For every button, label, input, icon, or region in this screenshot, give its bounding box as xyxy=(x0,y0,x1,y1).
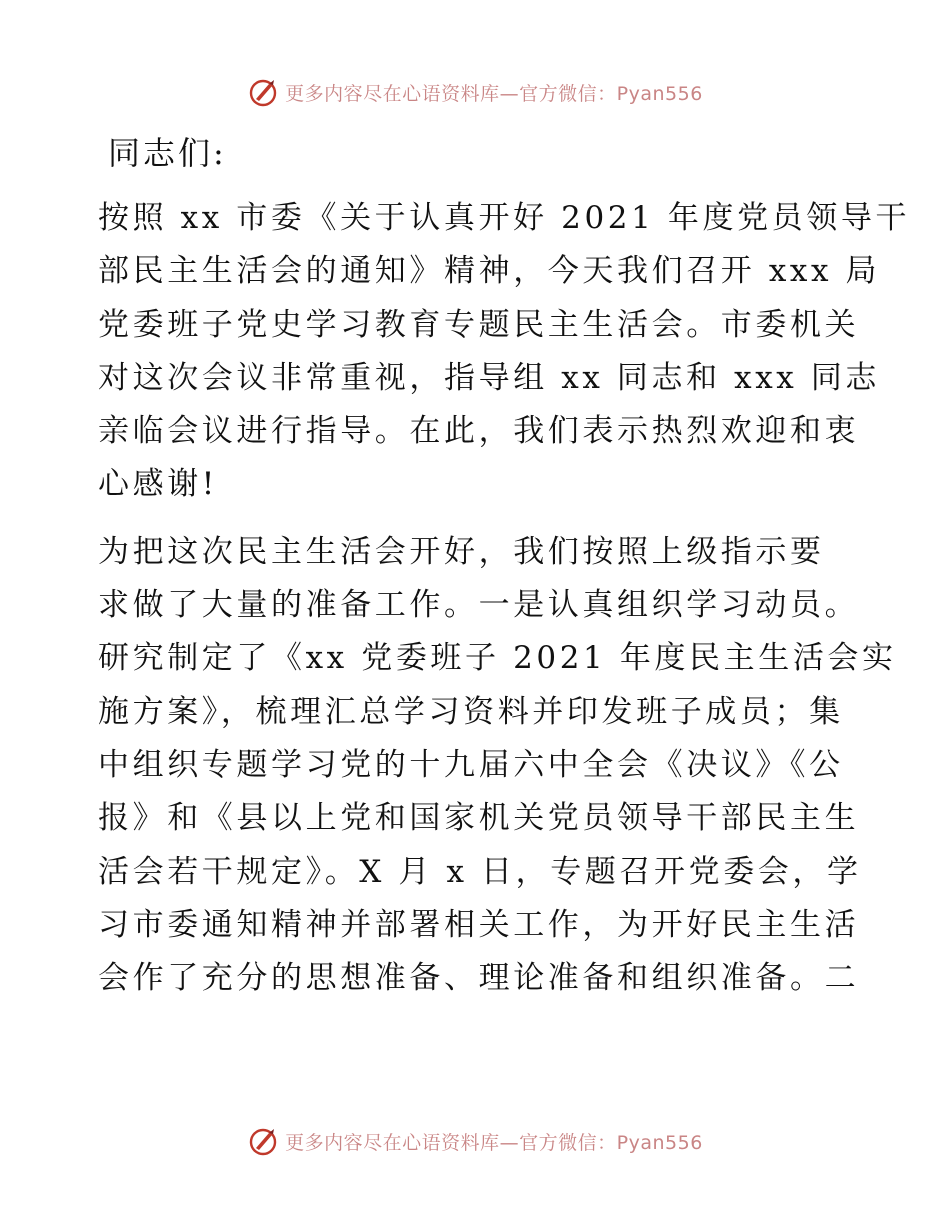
paragraph-line: 按照 xx 市委《关于认真开好 2021 年度党员领导干 xyxy=(98,200,911,236)
paragraph-line: 党委班子党史学习教育专题民主生活会。市委机关 xyxy=(98,306,860,343)
paragraph-line: 施方案》，梳理汇总学习资料并印发班子成员；集 xyxy=(98,693,844,730)
paragraph-line: 亲临会议进行指导。在此，我们表示热烈欢迎和衷 xyxy=(98,413,860,450)
paragraph-line: 中组织专题学习党的十九届六中全会《决议》《公 xyxy=(98,746,844,783)
paragraph-line: 会作了充分的思想准备、理论准备和组织准备。二 xyxy=(98,960,860,997)
quill-circle-icon xyxy=(247,1125,279,1157)
watermark-header xyxy=(0,72,950,112)
paragraph-line: 为把这次民主生活会开好，我们按照上级指示要 xyxy=(98,533,825,570)
document-body xyxy=(98,120,911,1019)
watermark-text: 更多内容尽在心语资料库—官方微信：Pyan556 xyxy=(285,82,703,105)
paragraph-line: 活会若干规定》。X 月 x 日，专题召开党委会，学 xyxy=(98,853,862,890)
paragraph-line: 求做了大量的准备工作。一是认真组织学习动员。 xyxy=(98,587,860,624)
paragraph-2 xyxy=(98,526,897,1006)
watermark-footer xyxy=(0,1121,950,1161)
paragraph-line: 报》和《县以上党和国家机关党员领导干部民主生 xyxy=(98,800,860,837)
greeting: 同志们: xyxy=(108,134,227,172)
paragraph-line: 部民主生活会的通知》精神，今天我们召开 xxx 局 xyxy=(98,253,881,290)
quill-circle-icon xyxy=(247,76,279,108)
paragraph-1 xyxy=(98,192,911,512)
paragraph-line: 研究制定了《xx 党委班子 2021 年度民主生活会实 xyxy=(98,640,897,677)
paragraph-line: 习市委通知精神并部署相关工作，为开好民主生活 xyxy=(98,906,860,943)
paragraph-line: 对这次会议非常重视，指导组 xx 同志和 xxx 同志 xyxy=(98,359,881,396)
watermark-text: 更多内容尽在心语资料库—官方微信：Pyan556 xyxy=(285,1131,703,1154)
paragraph-line: 心感谢! xyxy=(98,466,218,503)
